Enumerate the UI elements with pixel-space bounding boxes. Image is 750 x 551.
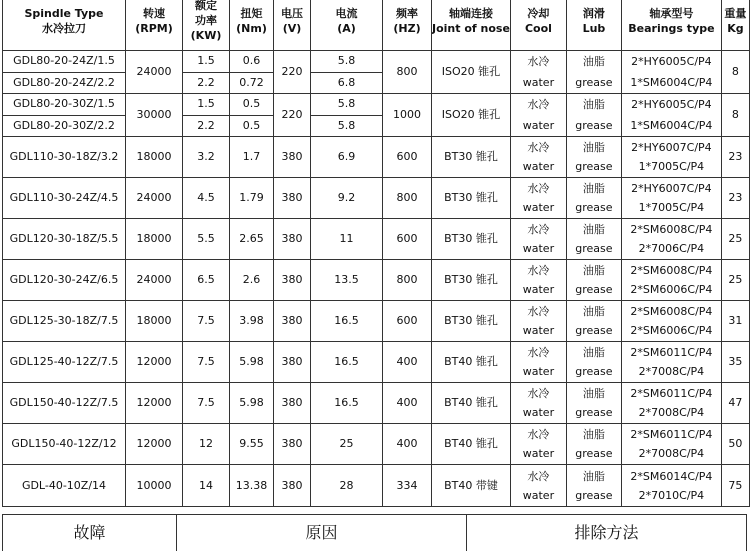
cool-value-line: water bbox=[511, 362, 566, 381]
voltage-value: 380 bbox=[274, 342, 311, 383]
bearings-value-line: 2*HY6005C/P4 bbox=[622, 94, 721, 115]
header-cause: 原因 bbox=[177, 515, 467, 551]
lub-value-line: 油脂 bbox=[567, 138, 621, 157]
voltage-value: 220 bbox=[274, 94, 311, 137]
cool-value-line: water bbox=[511, 72, 566, 93]
cool-value-line: water bbox=[511, 486, 566, 505]
bearings-value-line: 2*SM6008C/P4 bbox=[622, 302, 721, 321]
spec-row bbox=[3, 424, 750, 465]
rpm-value: 24000 bbox=[126, 178, 183, 219]
cool-value bbox=[510, 301, 566, 342]
voltage-value: 380 bbox=[274, 301, 311, 342]
cool-value bbox=[510, 342, 566, 383]
voltage-value: 380 bbox=[274, 383, 311, 424]
lub-value-line: grease bbox=[567, 198, 621, 217]
lub-value bbox=[566, 424, 621, 465]
frequency-value: 334 bbox=[383, 465, 432, 507]
power-value: 2.2 bbox=[183, 72, 230, 94]
bearings-value-line: 2*7006C/P4 bbox=[622, 239, 721, 258]
cool-value bbox=[510, 465, 566, 507]
lub-value bbox=[566, 383, 621, 424]
header-weight: 重量 Kg bbox=[721, 0, 749, 51]
cool-value bbox=[510, 178, 566, 219]
lub-value-line: grease bbox=[567, 157, 621, 176]
weight-value: 25 bbox=[721, 219, 749, 260]
bearings-value-line: 2*HY6007C/P4 bbox=[622, 138, 721, 157]
weight-value: 35 bbox=[721, 342, 749, 383]
header-voltage: 电压 (V) bbox=[274, 0, 311, 51]
bearings-value-line: 1*SM6004C/P4 bbox=[622, 115, 721, 136]
lub-value-line: 油脂 bbox=[567, 94, 621, 115]
torque-value: 1.7 bbox=[230, 137, 274, 178]
bearings-value-line: 1*7005C/P4 bbox=[622, 198, 721, 217]
voltage-value: 380 bbox=[274, 260, 311, 301]
rpm-value: 24000 bbox=[126, 260, 183, 301]
weight-value: 31 bbox=[721, 301, 749, 342]
torque-value: 13.38 bbox=[230, 465, 274, 507]
bearings-value-line: 1*7005C/P4 bbox=[622, 157, 721, 176]
frequency-value: 800 bbox=[383, 260, 432, 301]
weight-value: 23 bbox=[721, 178, 749, 219]
rpm-value: 18000 bbox=[126, 137, 183, 178]
cool-value-line: 水冷 bbox=[511, 343, 566, 362]
bearings-value-line: 2*SM6014C/P4 bbox=[622, 467, 721, 486]
frequency-value: 600 bbox=[383, 137, 432, 178]
lub-value-line: grease bbox=[567, 280, 621, 299]
spec-row bbox=[3, 301, 750, 342]
bearings-value-line: 2*7010C/P4 bbox=[622, 486, 721, 505]
bearings-value bbox=[621, 301, 721, 342]
header-spindle-type: Spindle Type 水冷拉刀 bbox=[3, 0, 126, 51]
cool-value bbox=[510, 383, 566, 424]
lub-value-line: grease bbox=[567, 403, 621, 422]
voltage-value: 380 bbox=[274, 219, 311, 260]
torque-value: 1.79 bbox=[230, 178, 274, 219]
cool-value-line: water bbox=[511, 198, 566, 217]
bearings-value-line: 2*7008C/P4 bbox=[622, 362, 721, 381]
header-row bbox=[3, 0, 750, 51]
current-value: 5.8 bbox=[311, 94, 383, 116]
bearings-value-line: 2*HY6007C/P4 bbox=[622, 179, 721, 198]
bearings-value-line: 2*SM6006C/P4 bbox=[622, 280, 721, 299]
cool-value-line: 水冷 bbox=[511, 94, 566, 115]
power-value: 5.5 bbox=[183, 219, 230, 260]
torque-value: 0.5 bbox=[230, 94, 274, 116]
lub-value-line: grease bbox=[567, 362, 621, 381]
torque-value: 0.5 bbox=[230, 115, 274, 137]
cool-value bbox=[510, 51, 566, 94]
bearings-value bbox=[621, 137, 721, 178]
rpm-value: 10000 bbox=[126, 465, 183, 507]
joint-value: BT40 带键 bbox=[432, 465, 511, 507]
header-lub: 润滑 Lub bbox=[566, 0, 621, 51]
header-joint: 轴端连接 Joint of nose bbox=[432, 0, 511, 51]
rpm-value: 12000 bbox=[126, 383, 183, 424]
torque-value: 9.55 bbox=[230, 424, 274, 465]
header-current: 电流 (A) bbox=[311, 0, 383, 51]
lub-value-line: grease bbox=[567, 115, 621, 136]
power-value: 7.5 bbox=[183, 342, 230, 383]
lub-value bbox=[566, 260, 621, 301]
troubleshooting-header-row bbox=[3, 515, 747, 551]
lub-value bbox=[566, 51, 621, 94]
current-value: 9.2 bbox=[311, 178, 383, 219]
bearings-value-line: 2*SM6008C/P4 bbox=[622, 220, 721, 239]
bearings-value bbox=[621, 424, 721, 465]
bearings-value bbox=[621, 219, 721, 260]
spec-row bbox=[3, 137, 750, 178]
cool-value-line: water bbox=[511, 280, 566, 299]
spindle-model: GDL80-20-30Z/1.5 bbox=[3, 94, 126, 116]
spindle-model: GDL120-30-24Z/6.5 bbox=[3, 260, 126, 301]
frequency-value: 800 bbox=[383, 51, 432, 94]
joint-value: BT30 锥孔 bbox=[432, 178, 511, 219]
current-value: 6.8 bbox=[311, 72, 383, 94]
cool-value bbox=[510, 260, 566, 301]
power-value: 6.5 bbox=[183, 260, 230, 301]
lub-value bbox=[566, 94, 621, 137]
cool-value-line: water bbox=[511, 403, 566, 422]
bearings-value bbox=[621, 383, 721, 424]
spindle-model: GDL110-30-18Z/3.2 bbox=[3, 137, 126, 178]
power-value: 2.2 bbox=[183, 115, 230, 137]
torque-value: 0.6 bbox=[230, 51, 274, 73]
spec-row bbox=[3, 465, 750, 507]
frequency-value: 1000 bbox=[383, 94, 432, 137]
weight-value: 75 bbox=[721, 465, 749, 507]
bearings-value-line: 2*7008C/P4 bbox=[622, 403, 721, 422]
cool-value-line: water bbox=[511, 444, 566, 463]
bearings-value-line: 2*SM6006C/P4 bbox=[622, 321, 721, 340]
lub-value-line: 油脂 bbox=[567, 51, 621, 72]
spindle-model: GDL80-20-24Z/2.2 bbox=[3, 72, 126, 94]
rpm-value: 12000 bbox=[126, 342, 183, 383]
spec-row bbox=[3, 219, 750, 260]
current-value: 5.8 bbox=[311, 115, 383, 137]
frequency-value: 400 bbox=[383, 383, 432, 424]
spindle-model: GDL125-30-18Z/7.5 bbox=[3, 301, 126, 342]
weight-value: 8 bbox=[721, 51, 749, 94]
power-value: 3.2 bbox=[183, 137, 230, 178]
bearings-value bbox=[621, 260, 721, 301]
header-remedy: 排除方法 bbox=[467, 515, 747, 551]
frequency-value: 400 bbox=[383, 342, 432, 383]
voltage-value: 380 bbox=[274, 465, 311, 507]
lub-value-line: grease bbox=[567, 321, 621, 340]
weight-value: 47 bbox=[721, 383, 749, 424]
header-fault: 故障 bbox=[3, 515, 177, 551]
spindle-model: GDL150-40-12Z/12 bbox=[3, 424, 126, 465]
weight-value: 50 bbox=[721, 424, 749, 465]
current-value: 6.9 bbox=[311, 137, 383, 178]
frequency-value: 400 bbox=[383, 424, 432, 465]
bearings-value-line: 2*7008C/P4 bbox=[622, 444, 721, 463]
torque-value: 2.65 bbox=[230, 219, 274, 260]
bearings-value bbox=[621, 178, 721, 219]
lub-value-line: grease bbox=[567, 444, 621, 463]
rpm-value: 12000 bbox=[126, 424, 183, 465]
cool-value-line: water bbox=[511, 321, 566, 340]
current-value: 25 bbox=[311, 424, 383, 465]
lub-value-line: 油脂 bbox=[567, 343, 621, 362]
bearings-value-line: 1*SM6004C/P4 bbox=[622, 72, 721, 93]
cool-value-line: water bbox=[511, 115, 566, 136]
bearings-value-line: 2*SM6011C/P4 bbox=[622, 384, 721, 403]
cool-value-line: 水冷 bbox=[511, 467, 566, 486]
cool-value-line: 水冷 bbox=[511, 384, 566, 403]
rpm-value: 18000 bbox=[126, 219, 183, 260]
weight-value: 8 bbox=[721, 94, 749, 137]
frequency-value: 600 bbox=[383, 219, 432, 260]
lub-value-line: grease bbox=[567, 72, 621, 93]
weight-value: 23 bbox=[721, 137, 749, 178]
troubleshooting-table bbox=[2, 514, 747, 551]
frequency-value: 800 bbox=[383, 178, 432, 219]
header-torque: 扭矩 (Nm) bbox=[230, 0, 274, 51]
torque-value: 3.98 bbox=[230, 301, 274, 342]
spindle-model: GDL-40-10Z/14 bbox=[3, 465, 126, 507]
bearings-value bbox=[621, 94, 721, 137]
lub-value bbox=[566, 301, 621, 342]
voltage-value: 380 bbox=[274, 424, 311, 465]
voltage-value: 380 bbox=[274, 178, 311, 219]
bearings-value-line: 2*HY6005C/P4 bbox=[622, 51, 721, 72]
header-bearings: 轴承型号 Bearings type bbox=[621, 0, 721, 51]
lub-value-line: 油脂 bbox=[567, 220, 621, 239]
lub-value-line: 油脂 bbox=[567, 467, 621, 486]
cool-value-line: 水冷 bbox=[511, 425, 566, 444]
lub-value-line: 油脂 bbox=[567, 261, 621, 280]
frequency-value: 600 bbox=[383, 301, 432, 342]
header-speed: 转速 (RPM) bbox=[126, 0, 183, 51]
current-value: 28 bbox=[311, 465, 383, 507]
bearings-value-line: 2*SM6011C/P4 bbox=[622, 343, 721, 362]
spec-row bbox=[3, 342, 750, 383]
spindle-model: GDL110-30-24Z/4.5 bbox=[3, 178, 126, 219]
joint-value: ISO20 锥孔 bbox=[432, 51, 511, 94]
lub-value-line: 油脂 bbox=[567, 302, 621, 321]
power-value: 7.5 bbox=[183, 383, 230, 424]
spec-row bbox=[3, 94, 750, 116]
cool-value-line: 水冷 bbox=[511, 179, 566, 198]
spec-row bbox=[3, 383, 750, 424]
cool-value-line: water bbox=[511, 239, 566, 258]
spec-row bbox=[3, 51, 750, 73]
rpm-value: 30000 bbox=[126, 94, 183, 137]
cool-value-line: 水冷 bbox=[511, 51, 566, 72]
joint-value: BT40 锥孔 bbox=[432, 342, 511, 383]
cool-value-line: 水冷 bbox=[511, 302, 566, 321]
current-value: 16.5 bbox=[311, 383, 383, 424]
bearings-value-line: 2*SM6011C/P4 bbox=[622, 425, 721, 444]
header-frequency: 频率 (HZ) bbox=[383, 0, 432, 51]
header-power: 额定 功率 (KW) bbox=[183, 0, 230, 51]
lub-value bbox=[566, 137, 621, 178]
bearings-value bbox=[621, 342, 721, 383]
lub-value-line: 油脂 bbox=[567, 384, 621, 403]
current-value: 11 bbox=[311, 219, 383, 260]
spec-row bbox=[3, 260, 750, 301]
joint-value: BT30 锥孔 bbox=[432, 260, 511, 301]
spindle-model: GDL150-40-12Z/7.5 bbox=[3, 383, 126, 424]
lub-value bbox=[566, 219, 621, 260]
bearings-value bbox=[621, 51, 721, 94]
weight-value: 25 bbox=[721, 260, 749, 301]
lub-value bbox=[566, 178, 621, 219]
joint-value: BT30 锥孔 bbox=[432, 219, 511, 260]
cool-value bbox=[510, 219, 566, 260]
spindle-spec-table bbox=[2, 0, 750, 507]
joint-value: BT30 锥孔 bbox=[432, 301, 511, 342]
cool-value-line: 水冷 bbox=[511, 220, 566, 239]
current-value: 13.5 bbox=[311, 260, 383, 301]
lub-value-line: grease bbox=[567, 486, 621, 505]
joint-value: ISO20 锥孔 bbox=[432, 94, 511, 137]
power-value: 1.5 bbox=[183, 51, 230, 73]
torque-value: 2.6 bbox=[230, 260, 274, 301]
voltage-value: 220 bbox=[274, 51, 311, 94]
cool-value bbox=[510, 94, 566, 137]
joint-value: BT30 锥孔 bbox=[432, 137, 511, 178]
header-cool: 冷却 Cool bbox=[510, 0, 566, 51]
current-value: 5.8 bbox=[311, 51, 383, 73]
power-value: 12 bbox=[183, 424, 230, 465]
power-value: 7.5 bbox=[183, 301, 230, 342]
bearings-value-line: 2*SM6008C/P4 bbox=[622, 261, 721, 280]
spindle-model: GDL125-40-12Z/7.5 bbox=[3, 342, 126, 383]
rpm-value: 18000 bbox=[126, 301, 183, 342]
cool-value-line: 水冷 bbox=[511, 261, 566, 280]
lub-value-line: grease bbox=[567, 239, 621, 258]
torque-value: 0.72 bbox=[230, 72, 274, 94]
torque-value: 5.98 bbox=[230, 342, 274, 383]
bearings-value bbox=[621, 465, 721, 507]
power-value: 14 bbox=[183, 465, 230, 507]
spindle-model: GDL80-20-30Z/2.2 bbox=[3, 115, 126, 137]
cool-value bbox=[510, 137, 566, 178]
lub-value-line: 油脂 bbox=[567, 425, 621, 444]
spec-row bbox=[3, 178, 750, 219]
rpm-value: 24000 bbox=[126, 51, 183, 94]
current-value: 16.5 bbox=[311, 301, 383, 342]
power-value: 1.5 bbox=[183, 94, 230, 116]
cool-value bbox=[510, 424, 566, 465]
lub-value bbox=[566, 342, 621, 383]
spindle-model: GDL80-20-24Z/1.5 bbox=[3, 51, 126, 73]
joint-value: BT40 锥孔 bbox=[432, 383, 511, 424]
voltage-value: 380 bbox=[274, 137, 311, 178]
cool-value-line: water bbox=[511, 157, 566, 176]
power-value: 4.5 bbox=[183, 178, 230, 219]
spindle-model: GDL120-30-18Z/5.5 bbox=[3, 219, 126, 260]
torque-value: 5.98 bbox=[230, 383, 274, 424]
cool-value-line: 水冷 bbox=[511, 138, 566, 157]
lub-value bbox=[566, 465, 621, 507]
lub-value-line: 油脂 bbox=[567, 179, 621, 198]
joint-value: BT40 锥孔 bbox=[432, 424, 511, 465]
current-value: 16.5 bbox=[311, 342, 383, 383]
